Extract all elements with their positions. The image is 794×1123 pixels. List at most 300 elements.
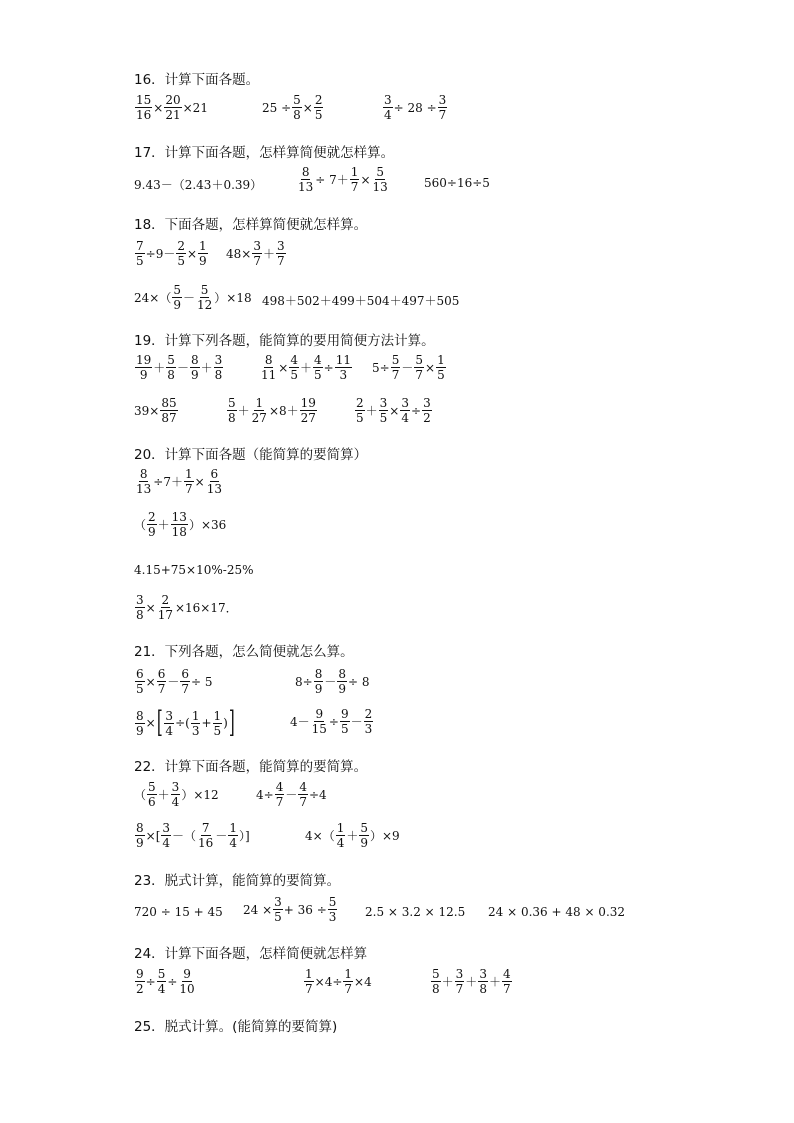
q17-expr-1: 9.43－（2.43＋0.39） [134,178,263,192]
fraction-numerator: 3 [171,780,180,794]
fraction-denominator: 12 [196,298,213,312]
fraction-denominator: 8 [136,608,144,622]
fraction-numerator: 3 [479,967,487,981]
fraction-numerator: 11 [335,353,351,367]
q21-expr-3 [134,705,236,740]
q20-expr-4 [134,594,238,621]
q20-expr-2 [134,511,226,538]
fraction [436,354,446,381]
q23-expr-3: 2.5 × 3.2 × 12.5 [365,905,466,919]
fraction-numerator: 2 [364,707,373,721]
fraction [314,668,324,695]
expression-text: ÷7＋ [153,475,183,489]
fraction-denominator: 13 [298,180,314,194]
expression-text: ×4÷ [314,974,343,989]
fraction-numerator: 3 [455,967,464,981]
fraction [161,822,171,849]
fraction-denominator: 5 [314,368,322,382]
fraction-denominator: 11 [261,368,277,382]
fraction-denominator: 5 [177,254,185,268]
expression-text: － [285,788,298,802]
fraction-numerator: 5 [328,895,337,909]
expression-text: 25 ÷ [262,100,292,115]
fraction-denominator: 9 [136,836,144,850]
fraction [383,94,393,121]
fraction [214,354,224,381]
fraction [273,896,283,923]
fraction [227,397,237,424]
fraction-numerator: 4 [502,967,511,981]
fraction-numerator: 5 [200,283,209,297]
fraction [314,94,324,121]
expression-text: ×21 [182,100,208,115]
question-16-heading: 16．计算下面各题。 [134,72,260,88]
fraction-denominator: 27 [300,411,316,425]
expression-text: ÷ [328,714,339,729]
fraction-numerator: 3 [214,353,223,367]
q17-expr-3: 560÷16÷5 [424,176,490,190]
fraction-denominator: 7 [455,982,464,996]
expression-text: ×4 [354,974,372,989]
question-22-heading: 22．计算下面各题，能简算的要简算。 [134,759,368,775]
fraction [213,710,223,737]
fraction-denominator: 16 [198,836,214,850]
fraction [297,166,314,193]
expression-text: ÷ [167,974,178,989]
expression-text: ）×36 [188,518,227,532]
fraction-denominator: 9 [173,298,181,312]
question-25-heading: 25．脱式计算。(能简算的要简算) [134,1019,338,1035]
fraction [197,822,214,849]
expression-text: ＋ [200,361,213,375]
expression-text: ＋ [465,975,478,989]
fraction-numerator: 9 [183,967,191,981]
q19-expr-6 [354,397,433,424]
fraction [135,354,152,381]
fraction-numerator: 5 [157,967,166,981]
fraction-denominator: 7 [299,795,307,809]
expression-text: 39× [134,403,160,418]
expression-text: ÷9－ [145,247,176,261]
q19-expr-2 [259,354,353,381]
fraction-denominator: 9 [139,368,148,382]
expression-text: × [360,172,371,187]
fraction-denominator: 5 [274,910,282,924]
fraction-denominator: 4 [171,795,180,809]
fraction-denominator: 3 [339,368,348,382]
expression-text: ＋ [441,975,454,989]
fraction [135,710,145,737]
expression-text: ）×18 [214,291,252,305]
q18-expr-1 [134,240,209,267]
q22-expr-4 [305,822,400,849]
fraction-numerator: 13 [171,510,187,524]
expression-text: ÷ [411,403,422,418]
expression-text: ÷ 5 [191,674,213,689]
fraction [178,968,195,995]
fraction-numerator: 19 [136,353,152,367]
q20-expr-1 [134,468,224,495]
bracket: [ [156,705,163,740]
fraction [206,468,223,495]
fraction-denominator: 3 [191,723,200,738]
q17-expr-2 [296,166,390,193]
fraction-numerator: 3 [384,93,392,107]
fraction-denominator: 7 [350,180,359,194]
q18-expr-4: 498＋502＋499＋504＋497＋505 [262,294,460,308]
fraction [228,822,238,849]
fraction-denominator: 7 [181,682,189,696]
fraction [198,240,208,267]
q24-expr-2 [303,968,372,995]
fraction [304,968,314,995]
fraction-denominator: 8 [167,368,175,382]
fraction-numerator: 1 [437,353,445,367]
expression-text: ）] [238,829,250,843]
fraction [438,94,448,121]
fraction [251,397,268,424]
expression-text: ÷ 8 [348,674,370,689]
fraction-numerator: 2 [161,593,170,607]
fraction-numerator: 3 [401,396,409,410]
expression-text: － [176,361,189,375]
question-23-heading: 23．脱式计算，能简算的要简算。 [134,873,341,889]
q16-expr-1 [134,94,208,121]
fraction-numerator: 5 [391,353,400,367]
fraction-denominator: 5 [340,722,349,736]
expression-text: －（ [172,829,197,843]
fraction-numerator: 6 [181,667,189,681]
fraction-numerator: 85 [161,396,177,410]
q22-expr-3 [134,822,250,849]
fraction-numerator: 1 [305,967,313,981]
fraction-denominator: 16 [136,108,152,122]
fraction-numerator: 6 [210,467,219,481]
fraction-numerator: 8 [301,165,310,179]
expression-text: ÷ 28 ÷ [393,100,437,115]
q22-expr-2 [256,781,327,808]
expression-text: ÷ [145,974,156,989]
fraction [311,708,328,735]
fraction [340,708,350,735]
fraction [336,822,346,849]
fraction-denominator: 7 [305,982,313,996]
fraction [455,968,465,995]
fraction-denominator: 9 [338,682,346,696]
fraction [184,468,194,495]
fraction-denominator: 4 [165,723,174,738]
fraction-numerator: 8 [264,353,273,367]
fraction-denominator: 27 [251,411,267,425]
fraction [355,397,365,424]
fraction-denominator: 9 [314,682,323,696]
question-20-heading: 20．计算下面各题（能简算的要简算） [134,447,368,463]
fraction-numerator: 8 [139,467,148,481]
fraction-numerator: 1 [336,821,345,835]
q16-expr-3 [382,94,448,121]
fraction [300,397,317,424]
expression-text: × [425,360,436,375]
fraction-numerator: 5 [167,353,175,367]
fraction [157,968,167,995]
fraction-numerator: 6 [157,667,166,681]
fraction-denominator: 13 [136,482,152,496]
expression-text: － [350,715,363,729]
q21-expr-1 [134,668,213,695]
fraction-numerator: 3 [162,821,171,835]
fraction [400,397,410,424]
bracket: ] [228,705,235,740]
fraction-numerator: 2 [148,510,156,524]
fraction-numerator: 1 [213,708,222,723]
fraction-numerator: 1 [191,708,200,723]
fraction-denominator: 8 [214,368,223,382]
fraction-numerator: 20 [165,93,181,107]
expression-text: ＋ [237,404,250,418]
fraction-denominator: 7 [275,795,284,809]
expression-text: 4÷ [256,787,274,802]
expression-text: ）×9 [370,829,400,843]
question-24-heading: 24．计算下面各题，怎样简便就怎样算 [134,946,368,962]
fraction [478,968,488,995]
fraction-denominator: 8 [293,108,301,122]
expression-text: × [194,474,205,489]
fraction-numerator: 1 [229,821,237,835]
fraction-denominator: 9 [148,525,156,539]
fraction-denominator: 5 [136,682,144,696]
expression-text: ＋ [346,829,359,843]
fraction-numerator: 5 [293,93,301,107]
fraction-denominator: 5 [290,368,298,382]
fraction [164,94,181,121]
fraction-denominator: 21 [165,108,181,122]
expression-text: × [278,360,289,375]
fraction-denominator: 5 [437,368,445,382]
expression-text: － [167,675,180,689]
fraction-numerator: 2 [356,396,364,410]
fraction-numerator: 3 [438,93,447,107]
fraction-numerator: 19 [300,396,316,410]
fraction [252,240,262,267]
expression-text: ÷4 [309,787,327,802]
expression-text: 5÷ [372,360,390,375]
fraction [176,240,186,267]
expression-text: ＋ [365,404,378,418]
fraction-denominator: 4 [401,411,409,425]
fraction-numerator: 3 [253,239,261,253]
fraction [391,354,401,381]
fraction [313,354,323,381]
fraction-denominator: 7 [415,368,423,382]
expression-text: － [182,291,195,305]
fraction [379,397,389,424]
fraction [372,166,389,193]
fraction-numerator: 1 [184,467,193,481]
fraction-denominator: 7 [253,254,261,268]
fraction-numerator: 5 [173,283,181,297]
fraction-numerator: 3 [165,708,174,723]
fraction-denominator: 10 [179,982,195,996]
fraction-denominator: 5 [314,108,323,122]
fraction-numerator: 4 [299,780,307,794]
fraction [196,284,213,311]
fraction-numerator: 3 [136,593,144,607]
fraction-denominator: 6 [148,795,156,809]
fraction [298,781,308,808]
fraction [135,968,145,995]
q16-expr-2 [262,94,324,121]
fraction [157,668,167,695]
expression-text: ×16×17． [174,601,238,615]
expression-text: （ [134,518,147,532]
q20-expr-3: 4.15+75×10%-25% [134,563,254,577]
q21-expr-2 [295,668,370,695]
expression-text: ÷ 7＋ [315,173,349,187]
expression-text: × [389,403,400,418]
expression-text: ÷( [175,716,190,730]
fraction-numerator: 8 [136,821,144,835]
q19-expr-1 [134,354,224,381]
fraction-denominator: 8 [432,982,440,996]
fraction-denominator: 8 [228,411,236,425]
fraction-numerator: 5 [360,821,368,835]
fraction-denominator: 7 [184,482,193,496]
q19-expr-3 [372,354,447,381]
fraction-numerator: 3 [276,239,285,253]
expression-text: + [201,716,212,730]
fraction [164,710,174,737]
fraction-denominator: 4 [384,108,392,122]
fraction-denominator: 13 [206,482,222,496]
q24-expr-3 [430,968,513,995]
expression-text: ＋ [299,361,312,375]
fraction-denominator: 7 [276,254,285,268]
expression-text: × [153,100,164,115]
fraction [502,968,512,995]
q21-expr-4 [290,708,374,735]
fraction-numerator: 4 [314,353,322,367]
q18-expr-2 [226,240,287,267]
fraction-numerator: 4 [290,353,298,367]
fraction [147,781,157,808]
expression-text: ＋ [262,247,275,261]
fraction-denominator: 9 [360,836,368,850]
fraction-numerator: 1 [344,967,353,981]
fraction-denominator: 5 [136,254,144,268]
fraction [135,822,145,849]
fraction-numerator: 1 [350,165,359,179]
fraction-numerator: 8 [338,667,346,681]
fraction [343,968,353,995]
fraction-numerator: 1 [199,239,207,253]
expression-text: ×[ [145,828,161,843]
fraction [172,284,182,311]
question-21-heading: 21．下列各题，怎么简便就怎么算。 [134,644,354,660]
expression-text: 24×（ [134,291,172,305]
fraction-numerator: 9 [340,707,349,721]
fraction [171,781,181,808]
fraction-numerator: 2 [177,239,185,253]
fraction-numerator: 7 [136,239,144,253]
fraction-denominator: 7 [344,982,353,996]
fraction [160,397,177,424]
expression-text: ÷ [323,360,334,375]
fraction-denominator: 7 [502,982,511,996]
fraction-denominator: 4 [157,982,166,996]
fraction-numerator: 9 [315,707,324,721]
expression-text: ＋ [153,361,166,375]
fraction-denominator: 17 [157,608,173,622]
fraction [414,354,424,381]
expression-text: （ [134,788,147,802]
fraction-numerator: 5 [376,165,384,179]
fraction-denominator: 3 [328,910,337,924]
fraction-denominator: 7 [391,368,400,382]
expression-text: － [324,675,337,689]
fraction [135,240,145,267]
expression-text: × [186,246,198,261]
fraction [364,708,374,735]
fraction-numerator: 2 [314,93,323,107]
fraction [260,354,277,381]
fraction-denominator: 8 [479,982,487,996]
fraction-numerator: 5 [415,353,423,367]
fraction-numerator: 3 [423,396,431,410]
q22-expr-1 [134,781,219,808]
expression-text: ) [223,716,228,730]
fraction-denominator: 4 [229,836,237,850]
fraction-numerator: 15 [136,93,152,107]
fraction [135,94,152,121]
fraction-denominator: 7 [157,682,166,696]
expression-text: ）×12 [181,788,219,802]
fraction [166,354,176,381]
fraction-denominator: 3 [364,722,373,736]
expression-text: － [215,829,228,843]
expression-text: × [145,674,156,689]
fraction-denominator: 5 [213,723,222,738]
q19-expr-4 [134,397,179,424]
fraction-denominator: 9 [136,723,144,738]
expression-text: ＋ [488,975,501,989]
fraction-numerator: 8 [190,353,199,367]
q19-expr-5 [226,397,318,424]
expression-text: － [401,361,414,375]
fraction-denominator: 15 [311,722,327,736]
expression-text: ＋ [157,788,170,802]
fraction-denominator: 7 [438,108,447,122]
fraction-numerator: 7 [201,821,210,835]
fraction-denominator: 13 [372,180,388,194]
fraction-denominator: 9 [199,254,207,268]
fraction [135,668,145,695]
q23-expr-1: 720 ÷ 15 + 45 [134,905,223,919]
fraction [190,354,200,381]
fraction-denominator: 87 [161,411,177,425]
fraction [276,240,286,267]
fraction-denominator: 18 [171,525,187,539]
fraction [275,781,285,808]
question-19-heading: 19．计算下列各题，能简算的要用简便方法计算。 [134,333,435,349]
fraction-numerator: 3 [379,396,388,410]
q24-expr-1 [134,968,197,995]
fraction-denominator: 4 [162,836,171,850]
fraction [292,94,302,121]
fraction-denominator: 9 [190,368,199,382]
fraction [135,468,152,495]
fraction-numerator: 5 [432,967,440,981]
expression-text: ＋ [157,518,170,532]
